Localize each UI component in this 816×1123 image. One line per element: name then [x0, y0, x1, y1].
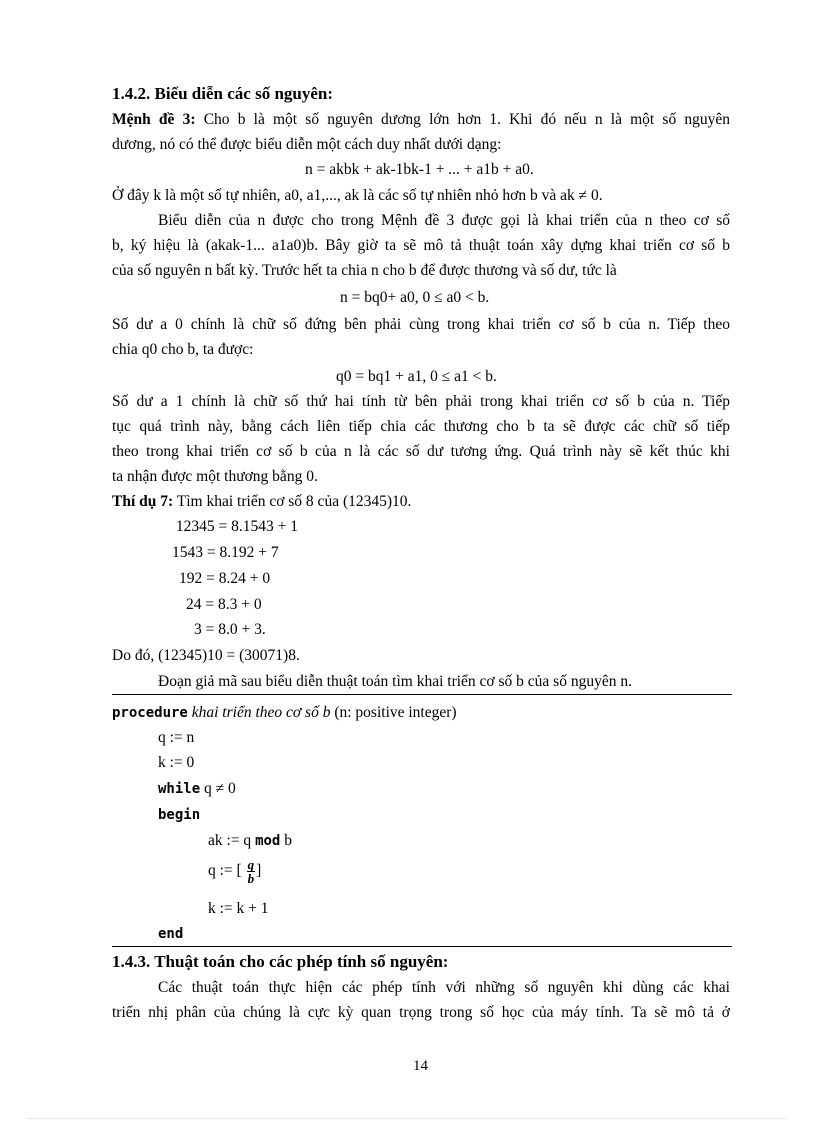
expansion-line-5: chia q0 cho b, ta được:: [112, 341, 254, 358]
pseudocode-line: k := k + 1: [208, 900, 269, 917]
section-143-line-1: Các thuật toán thực hiện các phép tính với những số nguyên khi dùng các khai: [158, 979, 730, 996]
keyword-mod: mod: [255, 833, 281, 849]
expansion-line-8: theo trong khai triển cơ số b của n là các số dư tương ứng. Quá trình này sẽ kết thúc khi: [112, 443, 730, 460]
example-step: 12345 = 8.1543 + 1: [175, 518, 298, 535]
pseudocode-assign-ak: ak := q mod b: [208, 832, 292, 849]
section-heading: 1.4.2. Biểu diễn các số nguyên:: [112, 84, 334, 103]
pseudocode-line: q := n: [158, 729, 195, 746]
proposition-line-1: [112, 107, 730, 132]
expansion-line-6: Số dư a 1 chính là chữ số thứ hai tính từ bên phải trong khai triển cơ số b của n. Tiếp: [112, 393, 730, 410]
keyword-procedure: procedure: [112, 705, 188, 721]
keyword-end: end: [158, 926, 184, 942]
proposition-text-1: Cho b là một số nguyên dương lớn hơn 1. Khi đó nếu n là một số nguyên: [203, 111, 731, 128]
pseudocode-line: k := 0: [158, 754, 195, 771]
example-label: Thí dụ 7:: [112, 493, 174, 510]
example-conclusion: Do đó, (12345)10 = (30071)8.: [112, 647, 300, 664]
division-formula-1: n = bq0+ a0, 0 ≤ a0 < b.: [340, 289, 490, 306]
proposition-formula: n = akbk + ak-1bk-1 + ... + a1b + a0.: [305, 161, 534, 178]
pseudocode-top-rule: [112, 694, 732, 695]
page-number: 14: [413, 1058, 428, 1074]
example-step: 24 = 8.3 + 0: [186, 596, 262, 613]
expansion-line-2: b, ký hiệu là (akak-1... a1a0)b. Bây giờ ta sẽ mô tả thuật toán xây dựng khai triển cơ số b: [112, 237, 730, 254]
pseudocode-assign-q: q := [ $\frac{q}{b}$ ]: [208, 857, 262, 886]
division-formula-2: q0 = bq1 + a1, 0 ≤ a1 < b.: [336, 368, 497, 385]
procedure-args: (n: positive integer): [334, 704, 457, 721]
proposition-line-3: Ở đây k là một số tự nhiên, a0, a1,..., ak là các số tự nhiên nhỏ hơn b và ak ≠ 0.: [112, 187, 603, 204]
expansion-line-7: tục quá trình này, bằng cách liên tiếp chia các thương cho b ta sẽ được các chữ số tiếp: [112, 418, 730, 435]
section-heading: 1.4.3. Thuật toán cho các phép tính số nguyên:: [112, 952, 449, 971]
fraction-q-over-b: $\frac{q}{b}$: [247, 857, 255, 886]
example-step: 3 = 8.0 + 3.: [194, 621, 266, 638]
proposition-label: Mệnh đề 3:: [112, 111, 196, 128]
while-condition: q ≠ 0: [204, 780, 236, 797]
keyword-while: while: [158, 781, 201, 797]
expansion-line-1: Biểu diễn của n được cho trong Mệnh đề 3 được gọi là khai triển của n theo cơ số: [158, 212, 730, 229]
example-line: [112, 489, 411, 514]
proposition-line-2: dương, nó có thể được biểu diễn một cách duy nhất dưới dạng:: [112, 136, 502, 153]
page-bottom-border: [28, 1118, 788, 1119]
expansion-line-4: Số dư a 0 chính là chữ số đứng bên phải cùng trong khai triển cơ số b của n. Tiếp theo: [112, 316, 730, 333]
expansion-line-9: ta nhận được một thương bằng 0.: [112, 468, 318, 485]
pseudocode-while-line: [158, 776, 236, 802]
pseudocode-procedure-line: [112, 700, 457, 726]
section-143-line-2: triển nhị phân của chúng là cực kỳ quan trọng trong số học của máy tính. Ta sẽ mô tả ở: [112, 1004, 730, 1021]
keyword-begin: begin: [158, 807, 201, 823]
example-step: 192 = 8.24 + 0: [179, 570, 271, 587]
example-step: 1543 = 8.192 + 7: [172, 544, 279, 561]
example-text: Tìm khai triển cơ số 8 của (12345)10.: [176, 493, 412, 510]
pseudocode-intro: Đoạn giả mã sau biểu diễn thuật toán tìm khai triển cơ số b của số nguyên n.: [158, 673, 632, 690]
expansion-line-3: của số nguyên n bất kỳ. Trước hết ta chia n cho b để được thương và số dư, tức là: [112, 262, 617, 279]
pseudocode-bottom-rule: [112, 946, 732, 947]
procedure-name: khai triển theo cơ số b: [191, 704, 331, 721]
